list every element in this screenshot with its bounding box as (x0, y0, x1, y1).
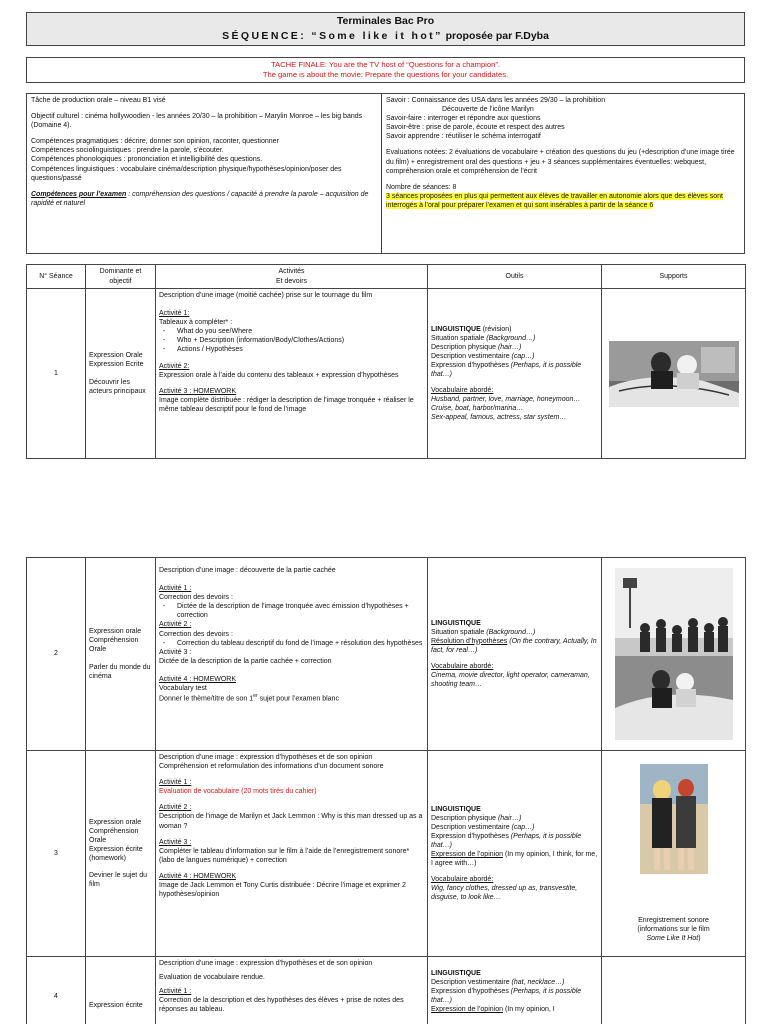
savoir-etre: Savoir-être : prise de parole, écoute et respect des autres (386, 124, 565, 132)
extra-sessions: 3 séances proposées en plus qui permettent aux élèves de travailler en autonomie alors que des élèves sont interrogés à l’oral pour préparer l’examen et qui sont insérables à partir de la séance 6 (386, 192, 723, 209)
table-row-session-4 (27, 957, 746, 1024)
evaluations: Evaluations notées: 2 évaluations de vocabulaire + création des questions du jeu (+description d’une image tirée du film) + enregistrement oral des questions + jeu + 3 séances supplémentaires éventuelles: webquest, compréhension orale et compréhension de l’écrit (386, 149, 735, 175)
info-left-column (27, 94, 382, 253)
activities-cell: Description d’une image : expression d’hypothèses et de son opinion Evaluation de vocabulaire rendue. Activité 1 : Correction de la description et des hypothèses des élèves + prise de notes des réponses au tableau. (156, 957, 428, 1024)
competence-linguistic: Compétences linguistiques : vocabulaire cinéma/description physique/hypothèses/opinion/poser des questions/passé (31, 165, 342, 182)
session-number: 1 (27, 289, 86, 459)
activities-cell: Description d’une image (moitié cachée) prise sur le tournage du film Activité 1: Tableaux à compléter* : - What do you see/Where - Who + Description (information/Body/Clothes/Actions) - Actions / Hypothèses Activité 2: Expression orale à l’aide du contenu des tableaux + expression d’hypothèses Activité 3 : HOMEWORK Image complète distribuée : rédiger la description de l’image tronquée + réaliser le même tableau descriptif pour le fond de l’image (156, 289, 428, 459)
competence-phonological: Compétences phonologiques : prononciation et intelligibilité des questions. (31, 156, 263, 164)
info-right-column (382, 94, 744, 253)
final-task-line2: The game is about the movie: Prepare the questions for your candidates. (262, 69, 509, 79)
competence-sociolinguistic: Compétences sociolinguistiques : prendre la parole, s’écouter. (31, 147, 224, 155)
list-item: - Dictée de la description de l’image tronquée avec émission d’hypothèses + correction (177, 602, 424, 620)
boat-photo (609, 341, 739, 407)
tools-cell: LINGUISTIQUE Description physique (hair…) Description vestimentaire (cap…) Expression d’hypothèses (Perhaps, it is possible that…) Expression de l’opinion (In my opinion, I think, for me, I agree with…) Vocabulaire abordé: Wig, fancy clothes, dressed up as, transvestite, disguise, to look like… (428, 751, 602, 957)
supports-cell (602, 751, 746, 957)
sequence-title: SÉQUENCE: “Some like it hot” proposée par F.Dyba (222, 29, 549, 42)
sessions-table-2 (26, 557, 746, 1024)
list-item: - What do you see/Where (177, 327, 424, 336)
dominant-cell: Expression orale Compréhension Orale Parler du monde du cinéma (86, 558, 156, 751)
savoir-faire: Savoir-faire : interroger et répondre aux questions (386, 115, 541, 123)
film-set-photo (615, 568, 733, 740)
session-count: Nombre de séances: 8 (386, 183, 457, 191)
activities-cell: Description d’une image : découverte de la partie cachée Activité 1 : Correction des devoirs : - Dictée de la description de l’image tronquée avec émission d’hypothèses + correction Activité 2 : Correction des devoirs : - Correction du tableau descriptif du fond de l’image + résolution des hypothèses Activité 3 : Dictée de la description de la partie cachée + correction Activité 4 : HOMEWORK Vocabulary test Donner le thème/titre de son 1er sujet pour l’examen blanc (156, 558, 428, 751)
tools-cell: LINGUISTIQUE Description vestimentaire (hat, necklace…) Expression d’hypothèses (Perhaps, it is possible that…) Expression de l’opinion (In my opinion, I (428, 957, 602, 1024)
tools-cell: LINGUISTIQUE Situation spatiale (Background…) Résolution d’hypothèses (On the contrary, Actually, In fact, for real…) Vocabulaire abordé: Cinema, movie director, light operator, cameraman, shooting team… (428, 558, 602, 751)
exam-competences: Compétences pour l’examen : compréhension des questions / capacité à prendre la parole – acquisition de rapidité et naturel (31, 190, 369, 207)
session-number: 2 (27, 558, 86, 751)
session-number: 3 (27, 751, 86, 957)
sequence-info-box (26, 93, 745, 254)
supports-cell (602, 558, 746, 751)
dominant-cell: Expression orale Compréhension Orale Expression écrite (homework) Deviner le sujet du film (86, 751, 156, 957)
final-task-line1: TACHE FINALE: You are the TV host of “Questions for a champion”. (271, 60, 500, 69)
cultural-objective: Objectif culturel : cinéma hollywoodien - les années 20/30 – la prohibition – Marylin Monroe – les big bands (Domaine 4). (31, 113, 363, 130)
list-item: - Who + Description (information/Body/Clothes/Actions) (177, 336, 424, 345)
dominant-cell: Expression écrite (86, 957, 156, 1024)
header-session-number: N° Séance (27, 265, 86, 289)
savoir: Savoir : Connaissance des USA dans les années 29/30 – la prohibition (386, 97, 606, 104)
list-item: - Actions / Hypothèses (177, 345, 424, 354)
header-tools: Outils (428, 265, 602, 289)
savoir-marilyn: Découverte de l’icône Marilyn (442, 106, 534, 114)
marilyn-lemmon-photo (640, 764, 708, 874)
final-task-box (26, 57, 745, 83)
activities-cell: Description d’une image : expression d’hypothèses et de son opinion Compréhension et reformulation des informations d’un document sonore Activité 1 : Evaluation de vocabulaire (20 mots tirés du cahier) Activité 2 : Description de l’image de Marilyn et Jack Lemmon : Why is this man dressed up as a woman ? Activité 3 : Compléter le tableau d’information sur le film à l’aide de l’enregistrement sonore* (labo de langues numérique) + correction Activité 4 : HOMEWORK Image de Jack Lemmon et Tony Curtis distribuée : Décrire l’image et exprimer 2 hypothèses/opinion (156, 751, 428, 957)
sessions-table-1 (26, 264, 746, 459)
list-item: - Correction du tableau descriptif du fond de l’image + résolution des hypothèses (177, 639, 424, 648)
class-level: Terminales Bac Pro (336, 15, 435, 27)
supports-cell (602, 957, 746, 1024)
level-text: Tâche de production orale – niveau B1 visé (31, 97, 166, 104)
dominant-cell: Expression Orale Expression Ecrite Découvrir les acteurs principaux (86, 289, 156, 459)
supports-cell (602, 289, 746, 459)
session-number: 4 (27, 957, 86, 1024)
tools-cell: LINGUISTIQUE (révision) Situation spatiale (Background…) Description physique (hair…) Description vestimentaire (cap…) Expression d’hypothèses (Perhaps, it is possible that…) Vocabulaire abordé: Husband, partner, love, marriage, honeymoon… Cruise, boat, harbor/marina… Sex-appeal, famous, actress, star system… (428, 289, 602, 459)
table-row-session-1 (27, 289, 746, 459)
table-row-session-3 (27, 751, 746, 957)
document-title-box (26, 12, 745, 46)
table-header-row (27, 265, 746, 289)
audio-caption: Enregistrement sonore (informations sur le film Some Like It Hot) (637, 916, 710, 943)
competence-pragmatic: Compétences pragmatiques : décrire, donner son opinion, raconter, questionner (31, 138, 279, 146)
savoir-apprendre: Savoir apprendre : réutiliser le schéma interrogatif (386, 133, 541, 141)
header-dominant: Dominante et objectif (86, 265, 156, 289)
table-row-session-2 (27, 558, 746, 751)
header-supports: Supports (602, 265, 746, 289)
header-activities: Activités Et devoirs (156, 265, 428, 289)
